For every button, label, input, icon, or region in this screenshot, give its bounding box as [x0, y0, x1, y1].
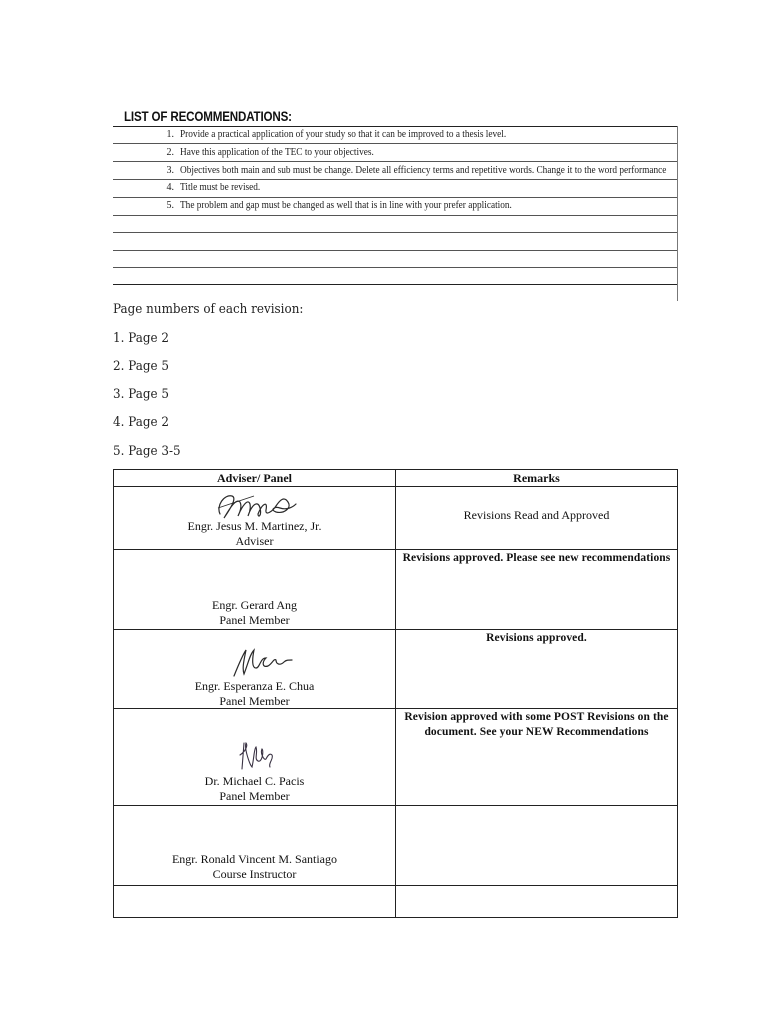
page-number-item: 1. Page 2 — [113, 331, 170, 346]
panel-cell — [114, 886, 396, 918]
recommendations-table — [113, 126, 678, 301]
remark-text: Revisions Read and Approved — [463, 508, 610, 522]
remarks-column-header: Remarks — [396, 470, 678, 487]
panelist-role: Panel Member — [219, 694, 290, 708]
signature-image — [236, 739, 276, 773]
panelist-name: Engr. Gerard Ang — [212, 598, 297, 612]
table-rule — [113, 267, 678, 268]
table-rule — [113, 232, 678, 233]
remark-text — [396, 806, 677, 807]
recommendation-text: The problem and gap must be changed as well that is in line with your prefer application. — [180, 200, 512, 211]
page-number-item: 4. Page 2 — [113, 415, 170, 430]
panelist-role: Course Instructor — [212, 867, 297, 881]
table-row — [114, 806, 678, 886]
table-row — [114, 630, 678, 709]
recommendation-text: Have this application of the TEC to your objectives. — [180, 147, 374, 158]
page-number-item: 3. Page 5 — [113, 387, 170, 402]
table-row — [114, 550, 678, 630]
signature-image — [214, 488, 299, 523]
table-rule — [113, 215, 678, 216]
table-rule — [113, 284, 678, 285]
remarks-cell — [396, 886, 678, 918]
remark-text: Revisions approved. Please see new recommendations — [402, 552, 671, 564]
recommendations-title: LIST OF RECOMMENDATIONS: — [124, 109, 292, 124]
table-rule — [113, 143, 678, 144]
panel-cell — [114, 709, 396, 806]
table-right-border — [677, 126, 678, 301]
page-number-item: 2. Page 5 — [113, 359, 170, 374]
panelist-name: Engr. Jesus M. Martinez, Jr. — [187, 519, 322, 533]
recommendation-number: 4. — [166, 182, 174, 193]
signoff-table — [113, 469, 678, 918]
panel-cell — [114, 806, 396, 886]
recommendation-number: 1. — [166, 129, 174, 140]
remark-text: Revision approved with some POST Revisions on the document. See your NEW Recommendations — [404, 711, 669, 738]
recommendation-number: 5. — [166, 200, 174, 211]
recommendation-number: 3. — [166, 165, 174, 176]
remark-text: Revisions approved. — [486, 632, 587, 644]
table-row — [114, 487, 678, 550]
remarks-cell — [396, 806, 678, 886]
recommendation-text: Provide a practical application of your study so that it can be improved to a thesis level. — [180, 129, 507, 140]
panelist-name: Dr. Michael C. Pacis — [204, 774, 305, 788]
table-row — [114, 709, 678, 806]
remarks-cell — [396, 709, 678, 806]
table-rule — [113, 197, 678, 198]
remarks-cell — [396, 550, 678, 630]
table-header-row — [114, 470, 678, 487]
panelist-role: Adviser — [235, 534, 274, 548]
panelist-role: Panel Member — [219, 613, 290, 627]
remarks-cell — [396, 630, 678, 709]
recommendation-text: Title must be revised. — [180, 182, 261, 193]
page-numbers-heading: Page numbers of each revision: — [113, 302, 304, 317]
panel-cell — [114, 550, 396, 630]
panel-cell — [114, 630, 396, 709]
table-rule — [113, 179, 678, 180]
panelist-role: Panel Member — [219, 789, 290, 803]
panel-column-header: Adviser/ Panel — [114, 470, 396, 487]
table-rule — [113, 126, 678, 127]
table-rule — [113, 161, 678, 162]
recommendation-text: Objectives both main and sub must be change. Delete all efficiency terms and repetitive words. Change it to the word performance — [180, 165, 667, 176]
signature-image — [230, 646, 294, 680]
panel-cell — [114, 487, 396, 550]
remarks-cell — [396, 487, 678, 550]
panelist-name: Engr. Esperanza E. Chua — [194, 679, 315, 693]
panelist-name: Engr. Ronald Vincent M. Santiago — [171, 852, 338, 866]
table-row — [114, 886, 678, 918]
table-rule — [113, 250, 678, 251]
recommendation-number: 2. — [166, 147, 174, 158]
page-number-item: 5. Page 3-5 — [113, 444, 181, 459]
